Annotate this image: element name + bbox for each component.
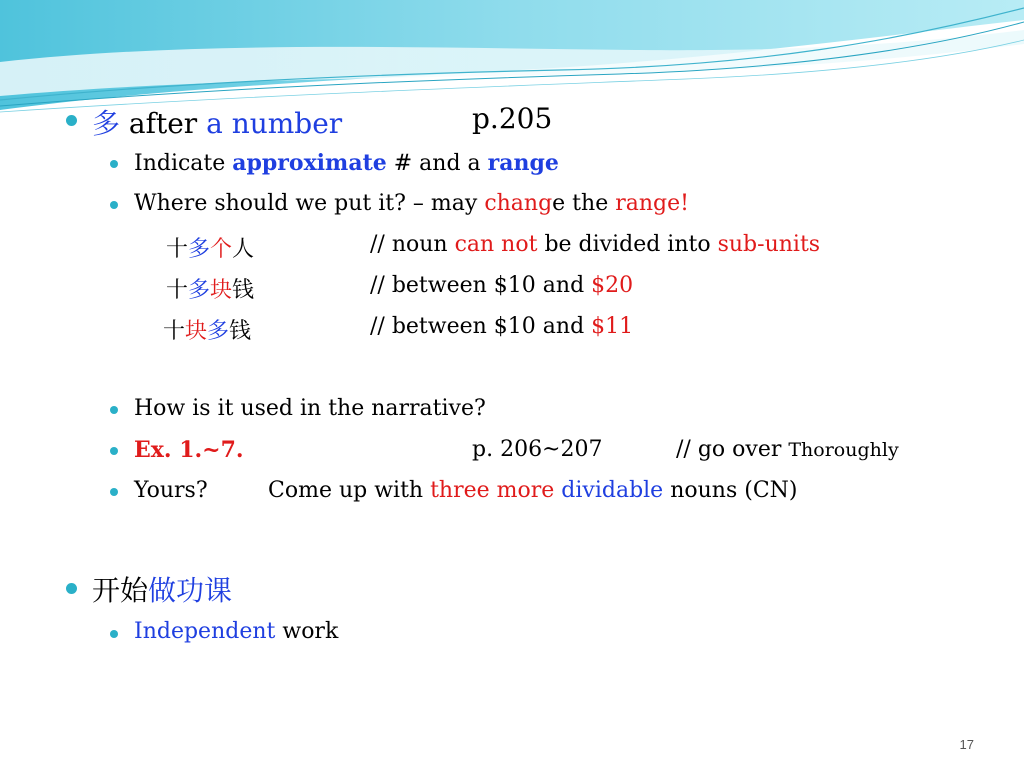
how-used-line: How is it used in the narrative? bbox=[134, 396, 486, 421]
go-over-text: // go over bbox=[676, 437, 782, 462]
bullet-dot bbox=[66, 583, 77, 594]
bullet-dot bbox=[66, 115, 77, 126]
go-over-note bbox=[676, 437, 899, 462]
indicate-line bbox=[134, 150, 559, 176]
comment-divided: be divided into bbox=[544, 232, 711, 257]
three-more: three more bbox=[430, 478, 555, 503]
where-pre: Where should we put it? – may bbox=[134, 191, 478, 216]
example2-comment bbox=[370, 273, 633, 298]
yours-label: Yours? bbox=[134, 478, 208, 503]
independent-word: Independent bbox=[134, 619, 276, 644]
where-line bbox=[134, 191, 689, 216]
thoroughly-text: Thoroughly bbox=[788, 439, 899, 461]
example-shi-duo-ge-ren bbox=[166, 232, 254, 263]
indicate-mid: # and a bbox=[393, 151, 481, 176]
bullet-dot bbox=[110, 488, 118, 496]
char-shi: 十 bbox=[163, 319, 186, 344]
bullet-dot bbox=[110, 406, 118, 414]
char-kuai: 块 bbox=[210, 278, 233, 303]
char-duo: 多 bbox=[188, 278, 211, 303]
example-shi-kuai-duo-qian bbox=[163, 314, 251, 345]
sub-units-word: sub-units bbox=[717, 232, 821, 257]
char-qian: 钱 bbox=[229, 319, 252, 344]
independent-work-line bbox=[134, 619, 338, 644]
dividable-word: dividable bbox=[561, 478, 664, 503]
comment-between: // between $10 and bbox=[370, 314, 585, 339]
char-duo: 多 bbox=[188, 237, 211, 262]
after-text: after bbox=[128, 107, 198, 140]
char-duo: 多 bbox=[207, 319, 230, 344]
chang-word: chang bbox=[484, 191, 553, 216]
bullet-dot bbox=[110, 160, 118, 168]
range-word: range bbox=[487, 150, 559, 176]
a-number-text: a number bbox=[206, 107, 343, 140]
comment-between: // between $10 and bbox=[370, 273, 585, 298]
char-qian: 钱 bbox=[232, 278, 255, 303]
work-word: work bbox=[282, 619, 339, 644]
example1-comment bbox=[370, 232, 820, 257]
char-kuai: 块 bbox=[185, 319, 208, 344]
example3-comment bbox=[370, 314, 633, 339]
comment-noun: // noun bbox=[370, 232, 448, 257]
exercise-range: Ex. 1.~7. bbox=[134, 437, 244, 463]
heading-start-homework bbox=[92, 569, 232, 609]
char-ge: 个 bbox=[210, 237, 233, 262]
amount-20: $20 bbox=[591, 273, 634, 298]
approximate-word: approximate bbox=[232, 150, 387, 176]
exercise-pages: p. 206~207 bbox=[472, 437, 603, 462]
nouns-cn: nouns (CN) bbox=[670, 478, 798, 503]
range-exclaim: range! bbox=[615, 191, 689, 216]
bullet-dot bbox=[110, 201, 118, 209]
duo-char: 多 bbox=[92, 107, 121, 140]
come-up-with: Come up with bbox=[268, 478, 424, 503]
bullet-dot bbox=[110, 630, 118, 638]
char-shi: 十 bbox=[166, 278, 189, 303]
example-shi-duo-kuai-qian bbox=[166, 273, 254, 304]
zuogongke-chars: 做功课 bbox=[148, 574, 233, 607]
page-ref-205: p.205 bbox=[472, 102, 553, 135]
amount-11: $11 bbox=[591, 314, 634, 339]
e-the-word: e the bbox=[552, 191, 609, 216]
can-not-word: can not bbox=[454, 232, 538, 257]
char-shi: 十 bbox=[166, 237, 189, 262]
slide-page-number: 17 bbox=[959, 737, 974, 752]
yours-task bbox=[268, 478, 798, 503]
kaishi-chars: 开始 bbox=[92, 574, 149, 607]
char-ren: 人 bbox=[232, 237, 255, 262]
bullet-dot bbox=[110, 447, 118, 455]
heading-duo-after-number bbox=[92, 102, 342, 142]
indicate-pre: Indicate bbox=[134, 151, 226, 176]
